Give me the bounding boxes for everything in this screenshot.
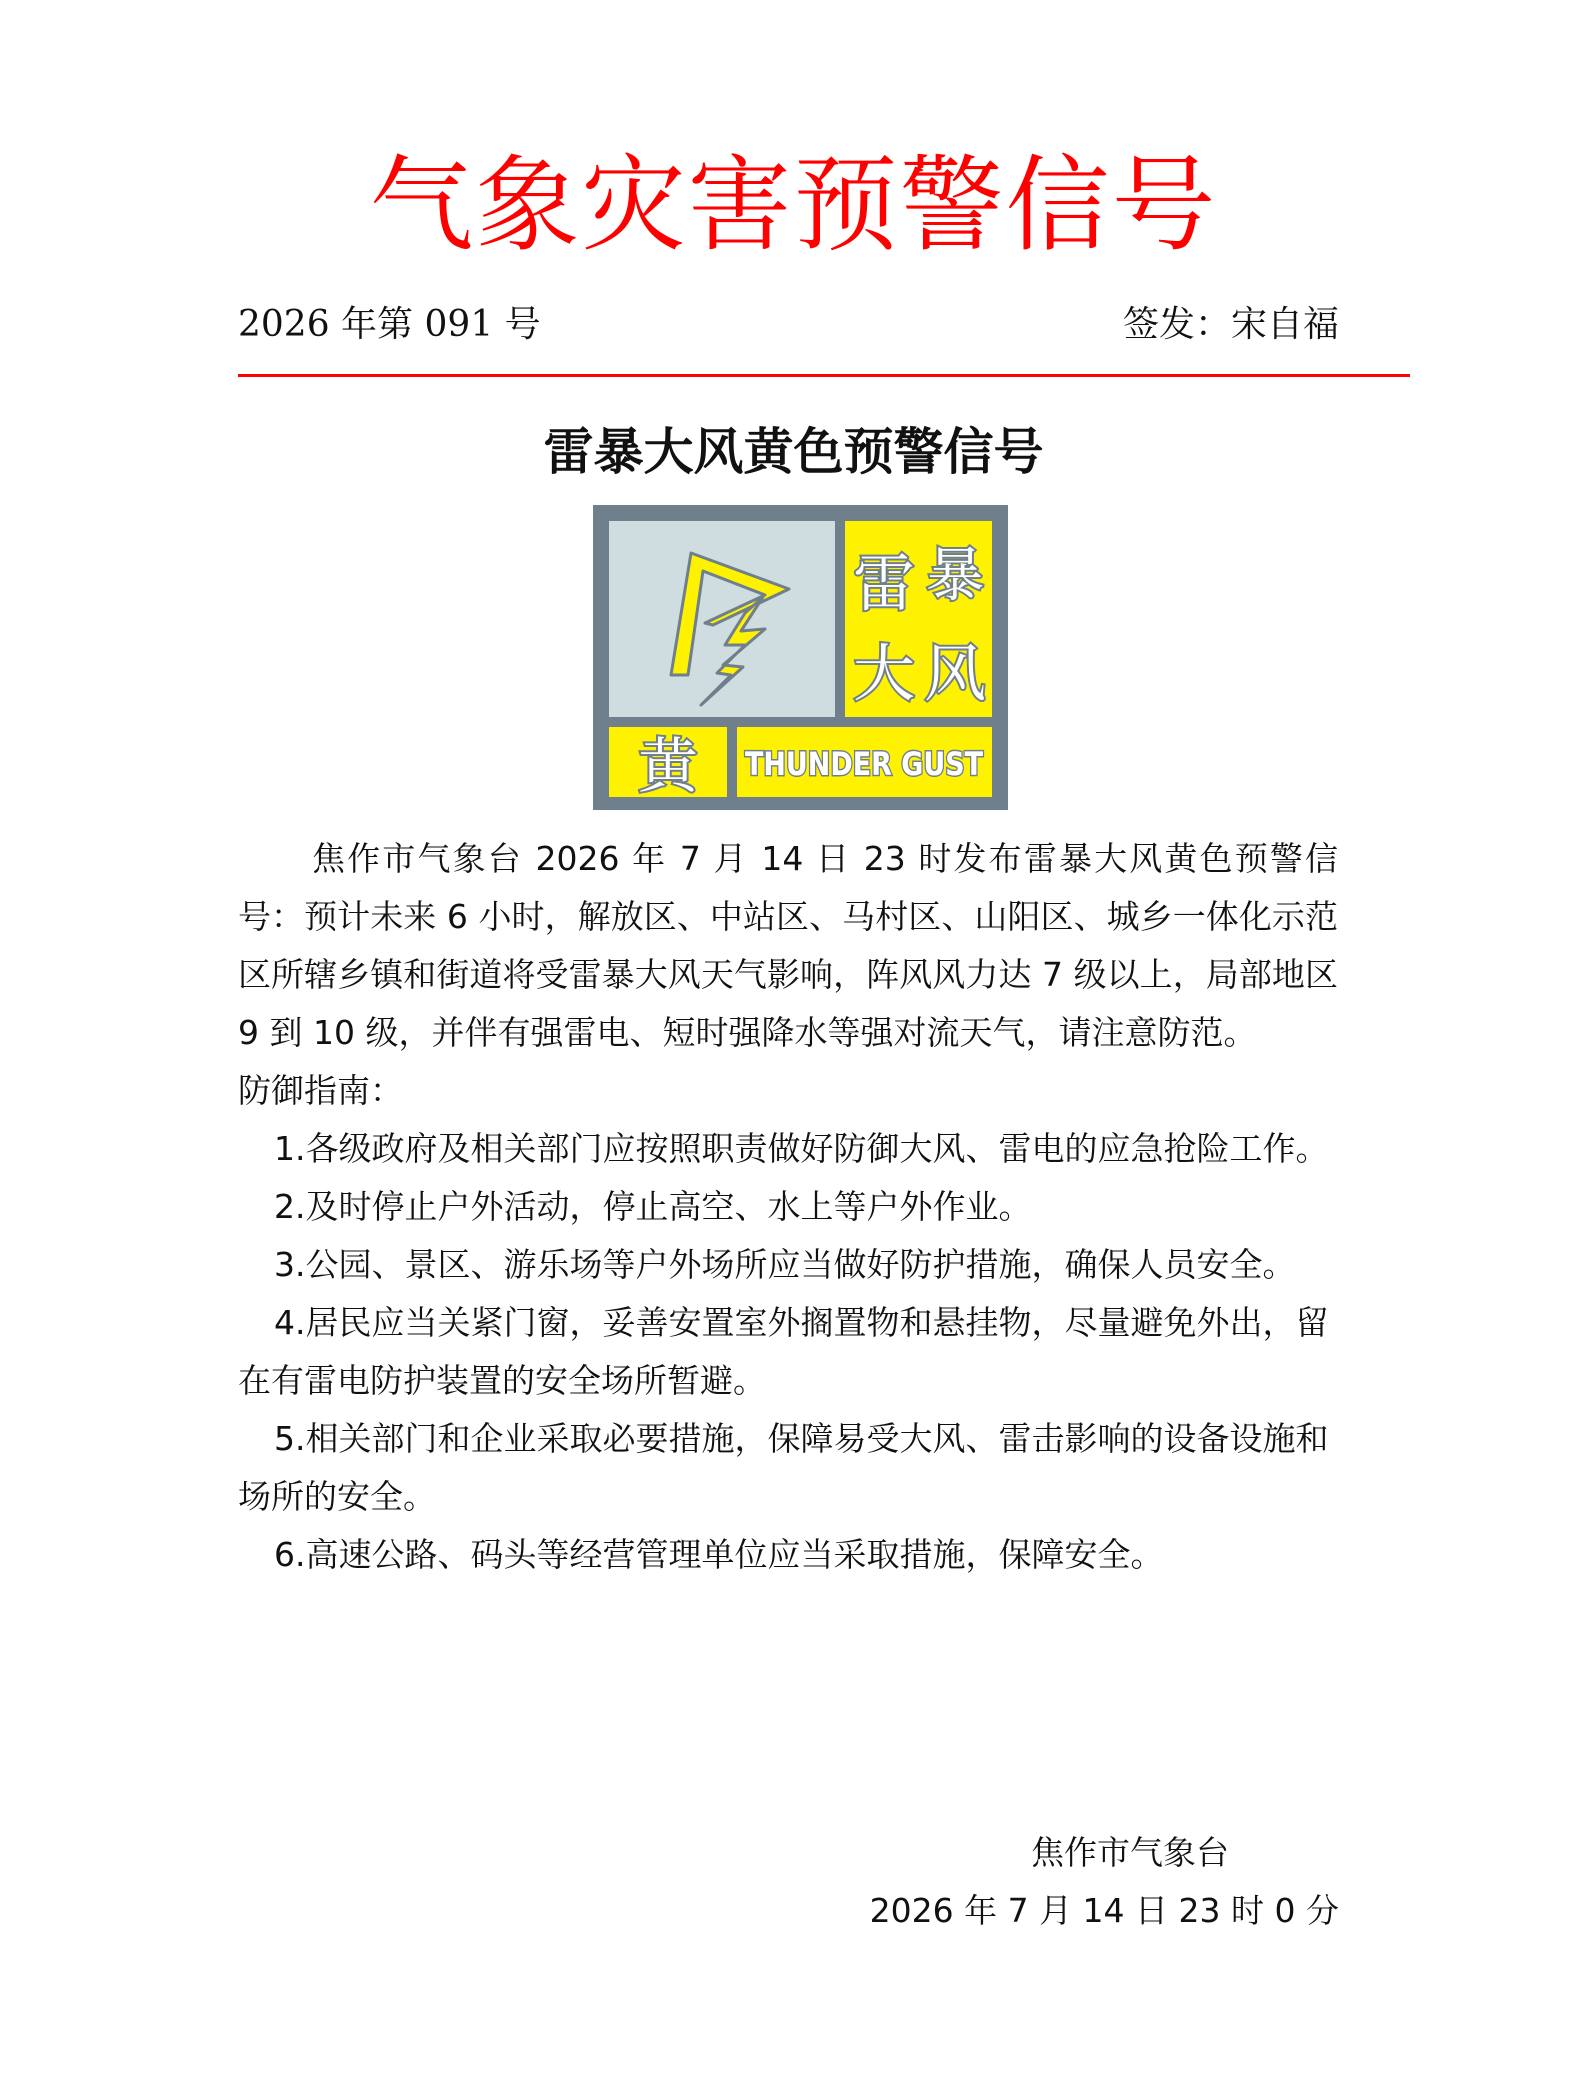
issue-datetime: 2026 年 7 月 14 日 23 时 0 分 [869,1891,1339,1930]
issuing-organization: 焦作市气象台 [1031,1833,1229,1872]
badge-char-4: 风 [923,637,987,710]
guide-item: 6.高速公路、码头等经营管理单位应当采取措施，保障安全。 [274,1535,1164,1574]
guide-item: 4.居民应当关紧门窗，妥善安置室外搁置物和悬挂物，尽量避免外出，留在有雷电防护装置的安全场所暂避。 [238,1303,1329,1400]
header-divider [238,374,1410,377]
warning-intro: 焦作市气象台 2026 年 7 月 14 日 23 时发布雷暴大风黄色预警信号：预计未来 6 小时，解放区、中站区、马村区、山阳区、城乡一体化示范区所辖乡镇和街道将受雷暴大风天气影响，阵风风力达 7 级以上，局部地区 9 到 10 级，并伴有强雷电、短时强降水等强对流天气，请注意防范。 [238,839,1338,1052]
badge-level-char: 黄 [638,732,698,802]
signer: 签发：宋自福 [1122,304,1339,345]
warning-title: 雷暴大风黄色预警信号 [543,422,1044,481]
guide-item: 1.各级政府及相关部门应按照职责做好防御大风、雷电的应急抢险工作。 [274,1129,1329,1168]
guide-item: 2.及时停止户外活动，停止高空、水上等户外作业。 [274,1187,1032,1226]
badge-char-3: 大 [852,637,916,710]
badge-char-2: 暴 [925,541,985,609]
warning-body [238,830,1338,1584]
thunder-gust-warning-icon [593,505,1008,810]
guide-item: 3.公园、景区、游乐场等户外场所应当做好防护措施，确保人员安全。 [274,1245,1296,1284]
page-title: 气象灾害预警信号 [369,144,1218,266]
guide-heading: 防御指南： [238,1071,403,1110]
guide-item: 5.相关部门和企业采取必要措施，保障易受大风、雷击影响的设备设施和场所的安全。 [238,1419,1329,1516]
issue-number: 2026 年第 091 号 [238,304,541,345]
badge-char-1: 雷 [852,547,916,620]
badge-english-label: THUNDER GUST [745,745,984,783]
